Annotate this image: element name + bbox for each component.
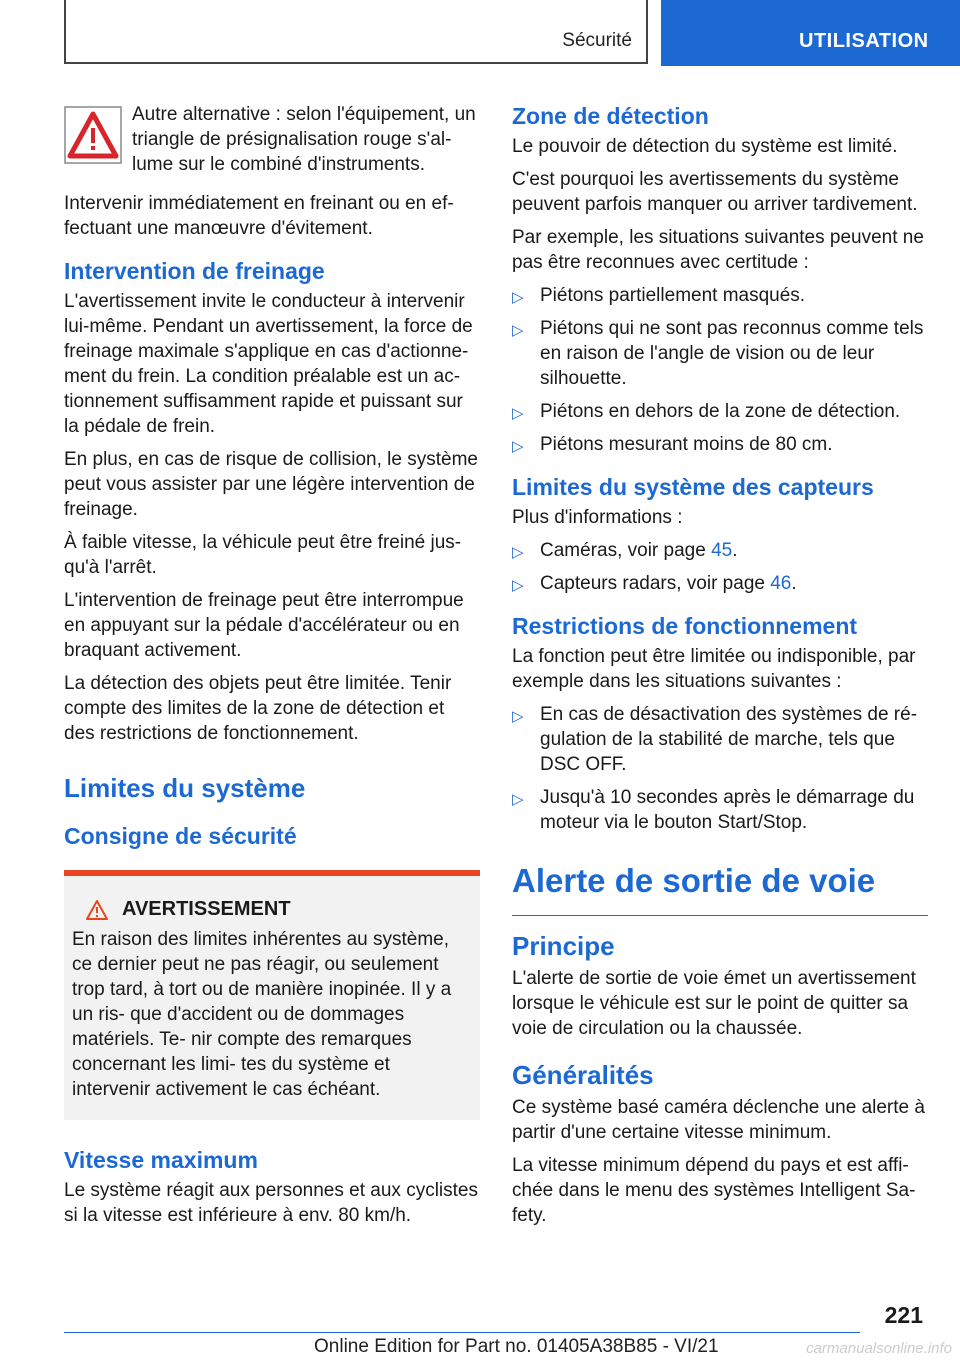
list-item: ▷ Caméras, voir page 45. [512, 538, 928, 563]
list-item: ▷ En cas de désactivation des systèmes de ré‐ gulation de la stabilité de marche, tels que DSC OFF. [512, 704, 918, 775]
paragraph: Par exemple, les situations suivantes peuvent ne pas être reconnues avec certitude : [512, 227, 924, 273]
page-link-45[interactable]: 45 [711, 540, 733, 561]
paragraph: La vitesse minimum dépend du pays et est affi‐ chée dans le menu des systèmes Intelligent Sa‐ fety. [512, 1155, 916, 1226]
heading-consigne: Consigne de sécurité [64, 823, 297, 849]
bullet-icon: ▷ [512, 544, 524, 561]
zone-list [512, 283, 928, 457]
warning-note-text: Autre alternative : selon l'équipement, un triangle de présignalisation rouge s'al‐ lume sur le combiné d'instruments. [132, 104, 476, 175]
heading-restrictions: Restrictions de fonctionnement [512, 613, 858, 639]
heading-intervention: Intervention de freinage [64, 258, 325, 284]
warning-triangle-note [64, 102, 480, 177]
bullet-icon: ▷ [512, 791, 524, 808]
paragraph: À faible vitesse, la véhicule peut être freiné jus‐ qu'à l'arrêt. [64, 532, 462, 578]
list-item: ▷ Piétons qui ne sont pas reconnus comme tels en raison de l'angle de vision ou de leur silhouette. [512, 318, 924, 389]
footer-rule [64, 1332, 860, 1333]
list-item: ▷ Jusqu'à 10 secondes après le démarrage du moteur via le bouton Start/Stop. [512, 787, 915, 833]
restrictions-list [512, 702, 928, 835]
heading-vitesse: Vitesse maximum [64, 1147, 258, 1173]
paragraph: L'alerte de sortie de voie émet un avertissement lorsque le véhicule est sur le point de quitter sa voie de circulation ou la chaussée. [512, 968, 916, 1039]
header-chapter-tab[interactable] [661, 0, 960, 66]
paragraph: C'est pourquoi les avertissements du système peuvent parfois manquer ou arriver tardivement. [512, 169, 918, 215]
warning-box [64, 870, 480, 1120]
watermark: carmanualsonline.info [806, 1340, 952, 1357]
bullet-icon: ▷ [512, 438, 524, 455]
heading-principe: Principe [512, 931, 615, 961]
warning-box-label: AVERTISSEMENT [122, 898, 291, 920]
paragraph: La fonction peut être limitée ou indisponible, par exemple dans les situations suivantes : [512, 646, 916, 692]
paragraph: Plus d'informations : [512, 507, 683, 528]
header-section-label: Sécurité [562, 30, 632, 51]
paragraph: L'intervention de freinage peut être interrompue en appuyant sur la pédale d'accélérateur ou en braquant activement. [64, 590, 464, 661]
bullet-icon: ▷ [512, 322, 524, 339]
paragraph: En plus, en cas de risque de collision, le système peut vous assister par une légère intervention de freinage. [64, 449, 478, 520]
heading-limites: Limites du système [64, 773, 306, 803]
bullet-icon: ▷ [512, 289, 524, 306]
paragraph: Le système réagit aux personnes et aux cyclistes si la vitesse est inférieure à env. 80 km/h. [64, 1180, 478, 1226]
warning-triangle-icon [64, 106, 122, 164]
list-item: ▷ Capteurs radars, voir page 46. [512, 571, 928, 596]
heading-zone: Zone de détection [512, 103, 709, 129]
warning-small-icon [86, 900, 108, 920]
header-chapter-label: UTILISATION [799, 30, 929, 52]
page-link-46[interactable]: 46 [770, 573, 792, 594]
capteurs-list [512, 538, 928, 596]
page-number: 221 [884, 1302, 923, 1328]
left-column [64, 102, 480, 1236]
warning-box-title [86, 898, 472, 921]
right-column [512, 102, 928, 1236]
header-section-box [64, 0, 648, 64]
bullet-icon: ▷ [512, 405, 524, 422]
bullet-icon: ▷ [512, 577, 524, 594]
list-item: ▷ Piétons en dehors de la zone de détection. [512, 399, 928, 424]
bullet-icon: ▷ [512, 708, 524, 725]
edition-text: Online Edition for Part no. 01405A38B85 - VI/21 [314, 1336, 719, 1357]
paragraph: Ce système basé caméra déclenche une alerte à partir d'une certaine vitesse minimum. [512, 1097, 925, 1143]
paragraph: Intervenir immédiatement en freinant ou en ef‐ fectuant une manœuvre d'évitement. [64, 193, 454, 239]
paragraph: La détection des objets peut être limitée. Tenir compte des limites de la zone de détection et des restrictions de fonctionnement. [64, 673, 452, 744]
heading-capteurs: Limites du système des capteurs [512, 474, 874, 500]
heading-generalites: Généralités [512, 1060, 654, 1090]
list-item: ▷ Piétons partiellement masqués. [512, 283, 928, 308]
heading-alerte: Alerte de sortie de voie [512, 861, 928, 916]
paragraph: L'avertissement invite le conducteur à intervenir lui-même. Pendant un avertissement, la force de freinage maximale s'applique en cas d'actionne‐ ment du frein. La condition préalable est un ac‐ tionnement suffisamment rapide et puissant sur la pédale de frein. [64, 291, 473, 437]
list-item: ▷ Piétons mesurant moins de 80 cm. [512, 432, 928, 457]
warning-box-text: En raison des limites inhérentes au système, ce dernier peut ne pas réagir, ou seulement trop tard, à tort ou de manière inopinée. Il y a un ris‐ que d'accident ou de dommages matériels. Te‐ nir compte des remarques concernant les limi‐ tes du système et intervenir activement le cas échéant. [72, 929, 452, 1100]
paragraph: Le pouvoir de détection du système est limité. [512, 136, 898, 157]
